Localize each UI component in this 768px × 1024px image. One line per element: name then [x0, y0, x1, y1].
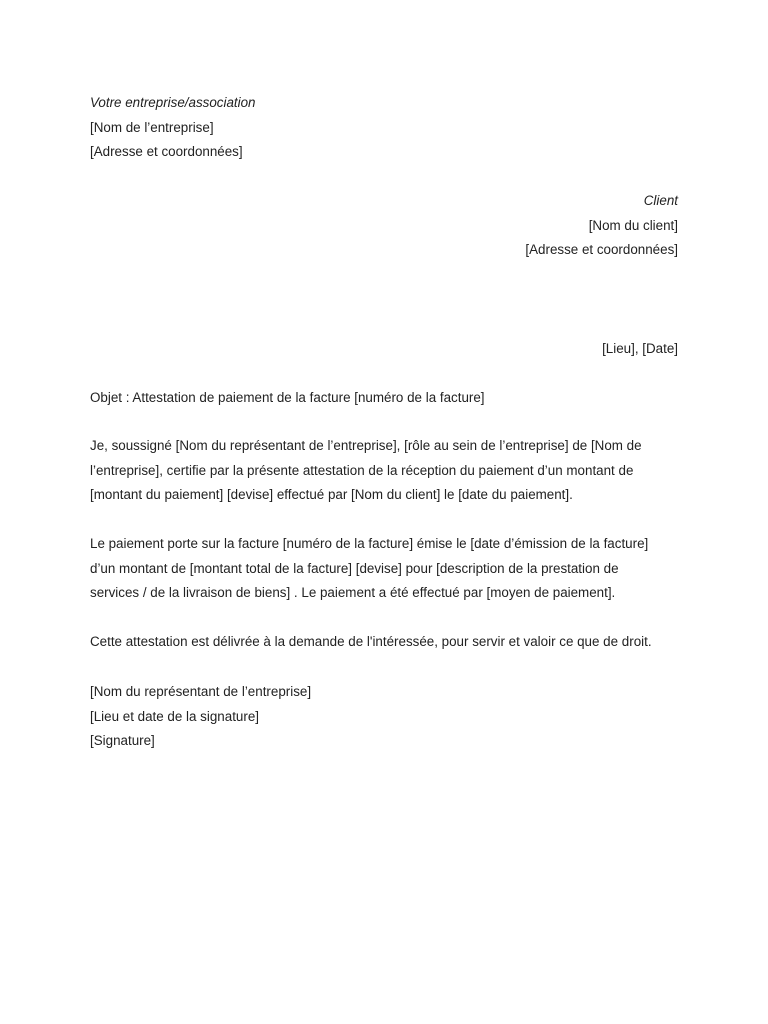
sender-block — [90, 91, 490, 165]
subject-line: Objet : Attestation de paiement de la facture [numéro de la facture] — [90, 390, 485, 405]
representative-name: [Nom du représentant de l’entreprise] — [90, 684, 312, 699]
paragraph-line: d’un montant de [montant total de la facture] [devise] pour [description de la prestation de — [90, 560, 619, 576]
place-date-block — [378, 337, 678, 362]
recipient-block — [278, 189, 678, 263]
sender-heading: Votre entreprise/association — [90, 95, 256, 110]
recipient-name: [Nom du client] — [588, 217, 678, 233]
paragraph-line: l’entreprise], certifie par la présente attestation de la réception du paiement d’un montant de — [90, 462, 634, 478]
body-paragraph-3 — [90, 630, 690, 655]
subject-block — [90, 386, 680, 411]
body-paragraph-2 — [90, 532, 680, 606]
signature-placeholder: [Signature] — [90, 733, 155, 748]
paragraph-line: [montant du paiement] [devise] effectué par [Nom du client] le [date du paiement]. — [90, 487, 573, 502]
paragraph-line: Je, soussigné [Nom du représentant de l’entreprise], [rôle au sein de l’entreprise] de [Nom de — [90, 438, 642, 453]
sender-address: [Adresse et coordonnées] — [90, 144, 243, 159]
sender-name: [Nom de l’entreprise] — [90, 119, 214, 135]
paragraph-line: Cette attestation est délivrée à la demande de l'intéressée, pour servir et valoir ce que de droit. — [90, 634, 652, 649]
recipient-address: [Adresse et coordonnées] — [525, 242, 678, 257]
place-date: [Lieu], [Date] — [602, 341, 678, 356]
recipient-heading: Client — [643, 193, 678, 208]
signature-place-date: [Lieu et date de la signature] — [90, 708, 259, 724]
body-paragraph-1 — [90, 434, 680, 508]
closing-block — [90, 680, 490, 754]
paragraph-line: services / de la livraison de biens] . Le paiement a été effectué par [moyen de paiement]. — [90, 585, 616, 600]
paragraph-line: Le paiement porte sur la facture [numéro de la facture] émise le [date d’émission de la facture] — [90, 536, 649, 551]
